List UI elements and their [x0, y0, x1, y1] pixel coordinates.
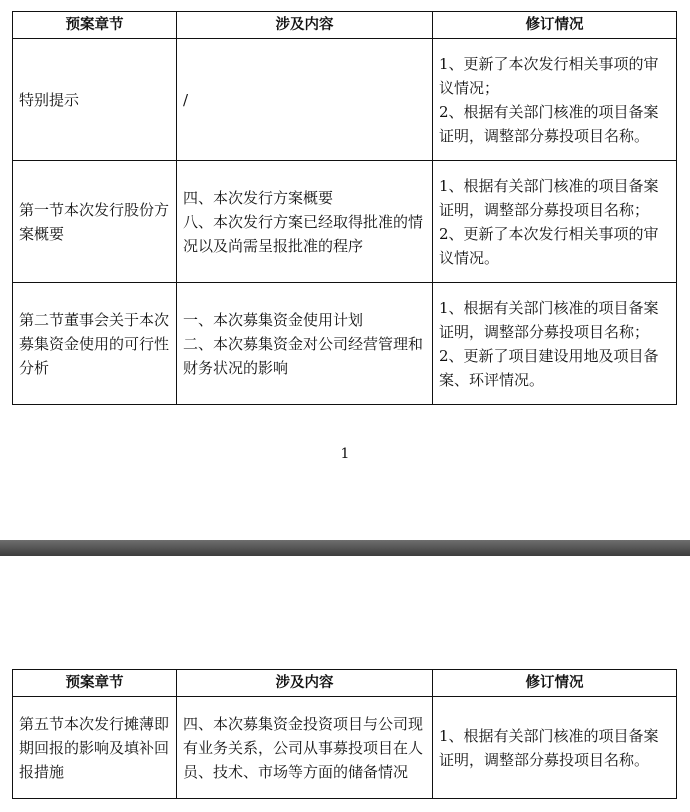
chapter-cell: 第二节董事会关于本次募集资金使用的可行性分析	[13, 283, 177, 405]
content-line: 四、本次发行方案概要	[183, 188, 334, 207]
revision-table-2	[12, 669, 677, 799]
revision-cell	[433, 161, 677, 283]
header-chapter: 预案章节	[13, 670, 177, 697]
revision-line: 1、根据有关部门核准的项目备案证明，调整部分募投项目名称。	[439, 726, 659, 769]
content-cell	[177, 283, 433, 405]
content-line: /	[183, 90, 189, 109]
page-number: 1	[340, 446, 350, 462]
document-page-2	[0, 556, 690, 812]
content-line: 八、本次发行方案已经取得批准的情况以及尚需呈报批准的程序	[183, 212, 424, 255]
revision-cell	[433, 697, 677, 799]
revision-line: 1、更新了本次发行相关事项的审议情况；	[439, 54, 659, 97]
table-header-row	[13, 12, 677, 39]
chapter-cell: 第一节本次发行股份方案概要	[13, 161, 177, 283]
content-cell	[177, 39, 433, 161]
revision-line: 2、根据有关部门核准的项目备案证明，调整部分募投项目名称。	[439, 102, 659, 145]
revision-table-1	[12, 11, 677, 405]
chapter-cell: 第五节本次发行摊薄即期回报的影响及填补回报措施	[13, 697, 177, 799]
revision-line: 2、更新了本次发行相关事项的审议情况。	[439, 224, 659, 267]
header-content: 涉及内容	[177, 12, 433, 39]
header-revision: 修订情况	[433, 670, 677, 697]
table-row	[13, 697, 677, 799]
revision-line: 1、根据有关部门核准的项目备案证明，调整部分募投项目名称；	[439, 298, 659, 341]
revision-line: 2、更新了项目建设用地及项目备案、环评情况。	[439, 346, 659, 389]
revision-cell	[433, 283, 677, 405]
header-chapter: 预案章节	[13, 12, 177, 39]
table-row	[13, 283, 677, 405]
table-row	[13, 161, 677, 283]
content-cell	[177, 697, 433, 799]
header-revision: 修订情况	[433, 12, 677, 39]
page-separator	[0, 540, 690, 556]
chapter-cell: 特别提示	[13, 39, 177, 161]
content-cell	[177, 161, 433, 283]
table-row	[13, 39, 677, 161]
header-content: 涉及内容	[177, 670, 433, 697]
content-line: 四、本次募集资金投资项目与公司现有业务关系，公司从事募投项目在人员、技术、市场等方面的储备情况	[183, 714, 424, 781]
content-line: 一、本次募集资金使用计划	[183, 310, 364, 329]
content-line: 二、本次募集资金对公司经营管理和财务状况的影响	[183, 334, 424, 377]
table-header-row	[13, 670, 677, 697]
revision-cell	[433, 39, 677, 161]
revision-line: 1、根据有关部门核准的项目备案证明，调整部分募投项目名称；	[439, 176, 659, 219]
